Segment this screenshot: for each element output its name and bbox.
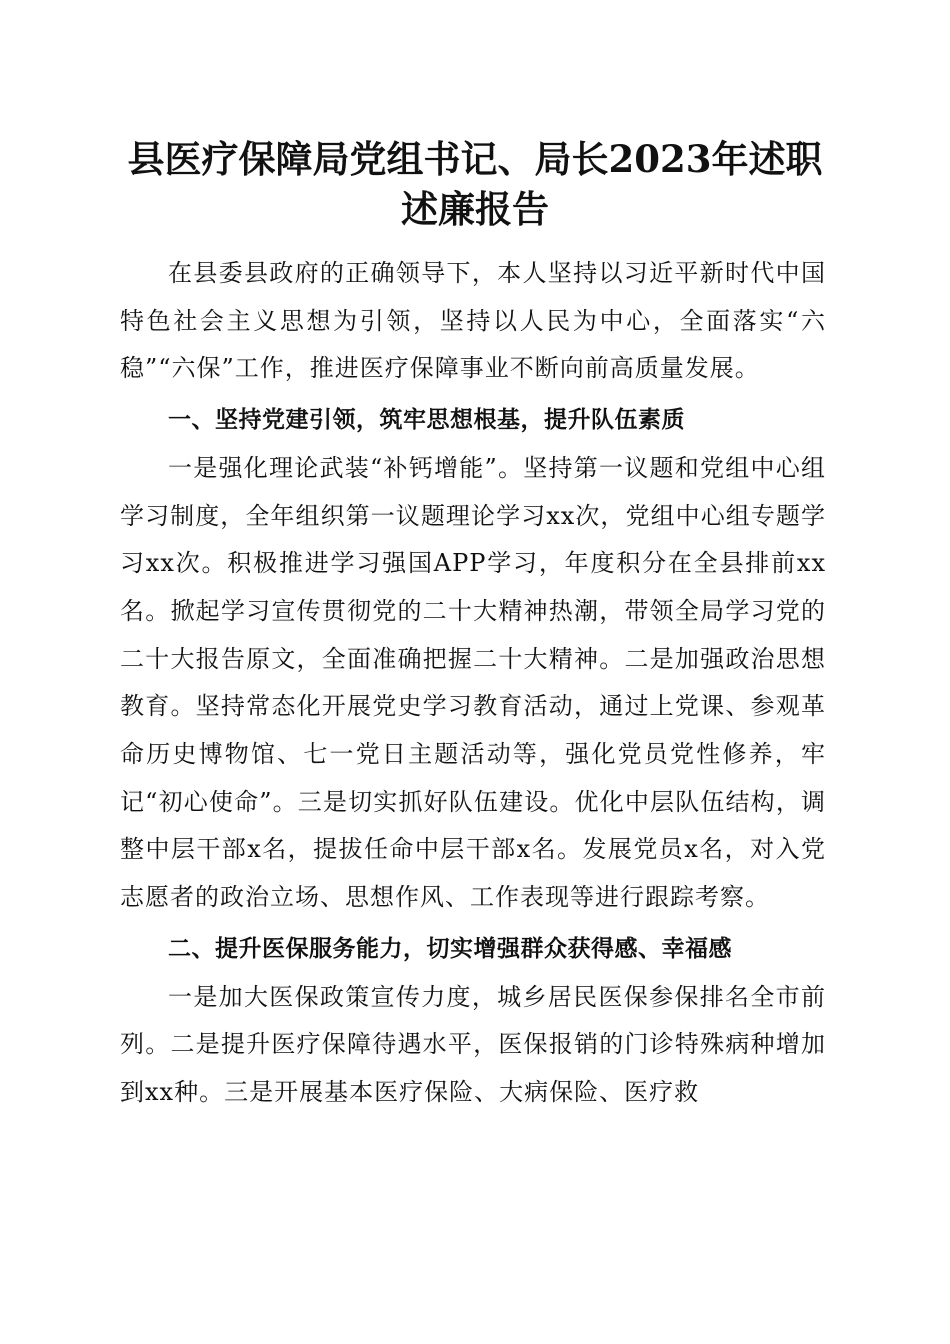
section-1-paragraph: 一是强化理论武装“补钙增能”。坚持第一议题和党组中心组学习制度，全年组织第一议题理论学习xx次，党组中心组专题学习xx次。积极推进学习强国APP学习，年度积分在全县排前xx名。掀起学习宣传贯彻党的二十大精神热潮，带领全局学习党的二十大报告原文，全面准确把握二十大精神。二是加强政治思想教育。坚持常态化开展党史学习教育活动，通过上党课、参观革命历史博物馆、七一党日主题活动等，强化党员党性修养，牢记“初心使命”。三是切实抓好队伍建设。优化中层队伍结构，调整中层干部x名，提拔任命中层干部x名。发展党员x名，对入党志愿者的政治立场、思想作风、工作表现等进行跟踪考察。 [120, 453, 826, 912]
document-title: 县医疗保障局党组书记、局长2023年述职述廉报告 [127, 137, 823, 231]
section-2-heading: 二、提升医保服务能力，切实增强群众获得感、幸福感 [168, 935, 732, 962]
section-1-heading: 一、坚持党建引领，筑牢思想根基，提升队伍素质 [168, 407, 685, 434]
document-body [120, 250, 826, 1117]
intro-paragraph: 在县委县政府的正确领导下，本人坚持以习近平新时代中国特色社会主义思想为引领，坚持以人民为中心，全面落实“六稳”“六保”工作，推进医疗保障事业不断向前高质量发展。 [120, 259, 826, 383]
section-2-paragraph: 一是加大医保政策宣传力度，城乡居民医保参保排名全市前列。二是提升医疗保障待遇水平，医保报销的门诊特殊病种增加到xx种。三是开展基本医疗保险、大病保险、医疗救 [120, 982, 826, 1106]
